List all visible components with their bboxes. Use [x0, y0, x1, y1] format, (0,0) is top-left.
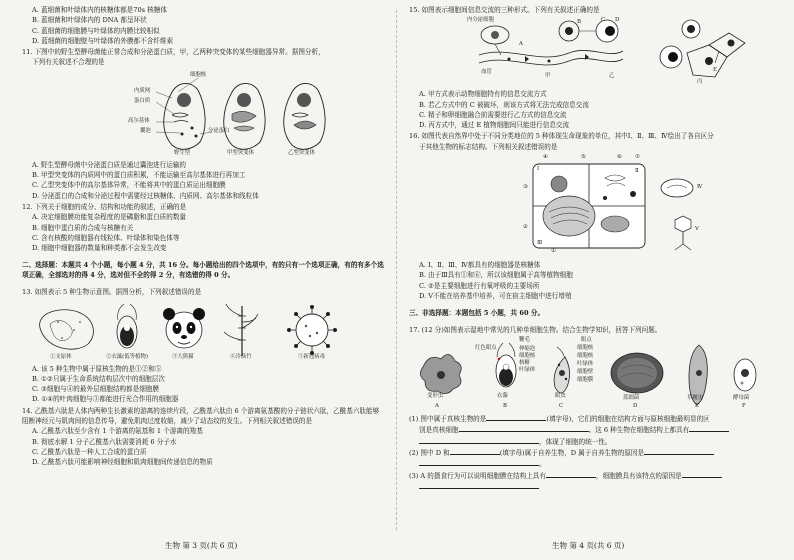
- chlamydomonas-icon: [117, 304, 137, 348]
- caption-panda: ③大熊猫: [172, 353, 194, 360]
- q14-option-a: A. 乙酰基六肽至少含有 1 个游离的氨基和 1 个游离的羧基: [32, 427, 203, 436]
- question-15: [409, 5, 777, 130]
- q11-option-b: B. 甲型突变体的内质网中的蛋白质积累，不能运输至高尔基体进行再加工: [32, 171, 246, 180]
- question-11: [22, 47, 384, 201]
- q16-stem: 16. 如图代表自然界中处于不同分类地位的 5 种体现生命现象的单位，其中Ⅰ、Ⅱ、Ⅲ、Ⅳ绘出了各自区分: [409, 132, 714, 141]
- roman-2: Ⅱ: [635, 168, 639, 175]
- section-2-heading: 二、选择题：本题共 4 个小题，每小题 4 分，共 16 分。每小题给出的四个选项中，有的只有一个选项正确，有的有多个选项正确，全部选对的得 4 分，选对但不全的得 2 分，有选错的得 0 分。: [22, 261, 384, 280]
- caption-chlamydomonas: ②衣藻(低等植物): [106, 353, 148, 360]
- cell-signal-figure: [409, 17, 777, 87]
- q13-option-c: C. ③细胞与④的最外层细胞结构都是细胞膜: [32, 385, 160, 394]
- q17-sub3-text-a: (3) A 的摄食行为可以说明细胞膜在结构上具有: [409, 471, 546, 480]
- five-cell-types-figure: [409, 154, 777, 258]
- mycoplasma-icon: [40, 309, 94, 348]
- q12-option-c: C. 含有核酸的细胞器有线粒体、叶绿体和染色体等: [32, 233, 180, 242]
- q16-stem-cont: 于其他生物的标志结构。下列相关叙述错误的是: [419, 142, 558, 151]
- q17-stem: 17. (12 分)如图表示湿地中常见的几种单细胞生物。结合生物学知识，回答下列问题。: [409, 325, 662, 334]
- q17-sub3-text-b: ，细胞膜具有该特点的原因是: [595, 471, 682, 480]
- page-divider: [396, 10, 397, 530]
- q11-option-d: D. 分泌蛋白的合成和分泌过程中需要经过核糖体、内质网、高尔基体和线粒体: [32, 191, 259, 200]
- q14-option-c: C. 乙酰基六肽是一种人工合成的蛋白质: [32, 447, 147, 456]
- caption-type-a: 甲型突变体: [227, 149, 254, 156]
- q17-blank-6[interactable]: [644, 447, 714, 455]
- five-organisms-diagram: [22, 300, 384, 362]
- caption-panel-b: 乙: [609, 73, 615, 80]
- q15-option-d: D. 丙方式中，通过 E 植物细胞间只能进行信息交流: [419, 121, 570, 130]
- label-nucleus-c: 细胞核: [577, 345, 594, 352]
- q17-sub2-text-b: (填字母)属于自养生物，D 属于自养生物的原因是: [499, 448, 645, 457]
- yeast-cell: [734, 359, 756, 391]
- q15-option-a: A. 甲方式表示动物细胞特有的信息交流方式: [419, 90, 547, 99]
- label-eyespot-c: 眼点: [581, 337, 592, 344]
- q17-blank-10[interactable]: [419, 481, 539, 489]
- q17-blank-2[interactable]: [459, 424, 589, 432]
- q17-sub3-line2: [409, 481, 777, 492]
- label-contractile-vacuole: 伸缩泡: [519, 346, 536, 353]
- label-flagellum: 鞭毛: [519, 337, 530, 344]
- contact-signal-panel: [559, 20, 618, 42]
- cyanobacteria-cell: [611, 353, 663, 393]
- q17-blank-3[interactable]: [689, 424, 729, 432]
- letter-e: E: [695, 403, 699, 410]
- question-10-options: [22, 5, 384, 46]
- q17-sub1-line3: [409, 436, 777, 447]
- question-17: [409, 325, 777, 492]
- label-endocrine-cell: 内分泌细胞: [467, 17, 494, 24]
- page-4-column: [409, 4, 777, 492]
- q17-sub2-text-a: (2) 图中 D 和: [409, 448, 450, 457]
- caption-panel-a: 甲: [545, 73, 551, 80]
- caption-cyanobacteria: 蓝细菌: [623, 395, 640, 402]
- label-ribose: 核糖: [519, 360, 530, 367]
- letter-b: B: [503, 403, 507, 410]
- q10-option-a: A. 蓝细菌和叶绿体内的核糖体都是70s 核糖体: [32, 6, 167, 14]
- yeast-cells-diagram: [22, 70, 384, 158]
- q11-stem-cont: 下列有关叙述不合理的是: [32, 58, 105, 67]
- caption-type-b: 乙型突变体: [288, 149, 315, 156]
- label-b: B: [577, 19, 581, 26]
- label-protein: 蛋白质: [134, 97, 151, 104]
- q16-option-b: B. 由于Ⅲ具有①和⑥，所以该细胞属于高等植物细胞: [419, 271, 573, 280]
- q17-sub1-line2: [409, 424, 777, 435]
- composite-cell: [533, 164, 645, 248]
- q17-sub3-line1: [409, 470, 777, 481]
- page-4-footer: 生物 第 4 页(共 6 页): [552, 541, 625, 550]
- label-red-eyespot: 红色眼点: [475, 345, 497, 352]
- coronavirus-icon: [287, 305, 336, 354]
- label-chloroplast-c: 叶绿体: [577, 361, 594, 368]
- cell-signal-diagram: [409, 17, 777, 87]
- q17-blank-7[interactable]: [419, 458, 539, 466]
- label-blood-vessel: 血管: [481, 69, 492, 76]
- label-cell-membrane: 细胞膜: [577, 377, 594, 384]
- num-5: ⑤: [581, 154, 586, 161]
- caption-chlamydomonas: 衣藻: [497, 393, 508, 400]
- q17-blank-8[interactable]: [546, 470, 596, 478]
- q10-option-b: B. 蓝细菌和叶绿体内的 DNA 都呈环状: [32, 16, 147, 25]
- question-16: [409, 131, 777, 301]
- roman-3: Ⅲ: [537, 240, 543, 247]
- q13-option-d: D. ①④的叶肉细胞与③都能进行光合作用的细胞器: [32, 395, 179, 404]
- num-1: ①: [551, 248, 556, 255]
- roman-4: Ⅳ: [697, 184, 703, 191]
- q13-stem: 13. 如图表示 5 种生物示意图。据图分析，下列叙述错误的是: [22, 288, 202, 297]
- caption-euglena: 眼虫: [555, 393, 566, 400]
- q17-blank-9[interactable]: [682, 470, 722, 478]
- q14-option-b: B. 彻底水解 1 分子乙酰基六肽需要消耗 6 分子水: [32, 437, 177, 446]
- label-d: D: [615, 17, 620, 24]
- q17-sub1-text-e: ，体现了细胞的统一性。: [539, 437, 612, 446]
- q11-option-c: C. 乙型突变体中的高尔基体异常，不能将其中的蛋白质运出细胞膜: [32, 181, 226, 190]
- roman-5: Ⅴ: [695, 226, 699, 233]
- question-13: [22, 287, 384, 404]
- q17-sub2-line2: [409, 458, 777, 469]
- caption-amoeba: 变形虫: [427, 393, 444, 400]
- euglena-cell: [554, 347, 569, 393]
- num-4: ④: [543, 154, 548, 161]
- chlamydomonas-cell: [496, 343, 516, 387]
- num-6: ⑥: [617, 154, 622, 161]
- caption-coronavirus: ⑤新冠病毒: [298, 353, 325, 360]
- q15-option-c: C. 精子和卵细胞融合前需要进行乙方式的信息交流: [419, 110, 567, 119]
- five-organisms-figure: [22, 300, 384, 362]
- caption-wild-type: 野生型: [174, 149, 191, 156]
- caption-bamboo: ④冷箭竹: [230, 353, 252, 360]
- q17-sub1-text-c: 别是真核细胞: [419, 426, 459, 435]
- type-b-mutant-cell: [284, 83, 325, 149]
- q17-blank-1[interactable]: [486, 413, 546, 421]
- q17-blank-4[interactable]: [419, 436, 539, 444]
- q12-option-b: B. 细胞中蛋白质的合成与核糖有关: [32, 223, 134, 232]
- panda-icon: [163, 308, 205, 348]
- q14-option-d: D. 乙酰基六肽可能影响神经细胞和肌肉细胞间传递信息的物质: [32, 458, 213, 467]
- label-vesicle: 囊泡: [140, 127, 151, 134]
- q13-option-a: A. 该 5 种生物中属于原核生物的是①②和⑤: [32, 364, 162, 373]
- page-3-footer: 生物 第 3 页(共 6 页): [165, 541, 238, 550]
- label-nucleus: 细胞核: [190, 71, 207, 78]
- q17-blank-5[interactable]: [450, 447, 500, 455]
- bamboo-icon: [224, 304, 258, 356]
- virus-particle: [675, 216, 691, 250]
- num-3: ③: [523, 184, 528, 191]
- label-er: 内质网: [134, 87, 151, 94]
- q17-sub2-line1: [409, 447, 777, 458]
- q12-option-a: A. 决定细胞膜功能复杂程度的是磷脂和蛋白质的数量: [32, 213, 187, 222]
- question-14: [22, 406, 384, 468]
- single-cell-organisms-figure: [409, 337, 777, 411]
- q17-sub1-text-d: 。这 6 种生物在细胞结构上都具有: [588, 426, 690, 435]
- q16-option-d: D. Ⅴ不能在培养基中培养，可在宿主细胞中进行增殖: [419, 291, 572, 300]
- q15-stem: 15. 如图表示细胞间信息交流的三种形式。下列有关叙述正确的是: [409, 6, 600, 14]
- question-12: [22, 202, 384, 253]
- num-7: ⑦: [635, 154, 640, 161]
- q17-sub1-text-b: (填字母)，它们的细胞在结构方面与原核细胞最明显的区: [546, 415, 710, 424]
- plasmodesmata-panel: [660, 20, 745, 77]
- letter-f: F: [742, 403, 746, 410]
- q15-option-b: B. 若乙方式中的 C 被破坏，则该方式将无法完成信息交流: [419, 100, 589, 109]
- q11-stem: 11. 下图中的野生型酵母菌能正常合成和分泌蛋白质，甲，乙两种突变体的某些细胞器异常。据图分析，: [22, 48, 325, 57]
- q17-sub1-text-a: (1) 图中属于真核生物的是: [409, 415, 487, 424]
- label-nucleus-b: 细胞核: [519, 353, 536, 360]
- letter-c: C: [559, 403, 564, 410]
- q13-option-b: B. ①②只属于生命系统结构层次中的细胞层次: [32, 374, 165, 383]
- amoeba-icon: [420, 355, 461, 394]
- num-2: ②: [523, 224, 528, 231]
- caption-paramecium: 草履虫: [687, 395, 704, 402]
- q10-option-d: D. 蓝细菌的细胞壁与叶绿体的外膜都不含纤维素: [32, 36, 174, 45]
- q16-option-c: C. ②是主要细胞进行有氧呼吸的主要场所: [419, 281, 540, 290]
- caption-mycoplasma: ①支原体: [50, 353, 72, 360]
- caption-panel-c: 丙: [697, 79, 703, 86]
- label-nucleus-c2: 细胞核: [577, 353, 594, 360]
- q12-option-d: D. 细胞中细胞器的数量和种类都不会发生改变: [32, 244, 167, 253]
- label-e: E: [713, 67, 717, 74]
- q17-sub1-line1: [409, 413, 777, 424]
- caption-yeast: 酵母菌: [733, 395, 750, 402]
- q10-option-c: C. 蓝细菌的细胞膜与叶绿体的内膜比较相似: [32, 26, 160, 35]
- label-golgi: 高尔基体: [128, 117, 150, 124]
- q12-stem: 12. 下列关于细胞的成分、结构和功能的叙述，正确的是: [22, 202, 187, 211]
- q11-option-a: A. 野生型酵母菌中分泌蛋白质是通过囊泡进行运输的: [32, 160, 187, 169]
- five-cell-types-diagram: [409, 154, 777, 258]
- letter-d: D: [633, 403, 638, 410]
- label-a: A: [519, 41, 523, 48]
- q16-option-a: A. Ⅰ、Ⅱ、Ⅲ、Ⅳ都具有的细胞器是核糖体: [419, 261, 541, 270]
- type-a-mutant-cell: [224, 83, 265, 149]
- label-cell-wall: 细胞壁: [577, 369, 594, 376]
- roman-1: Ⅰ: [537, 166, 540, 173]
- bacterium-cell: [661, 179, 693, 197]
- wild-type-cell: [164, 83, 205, 149]
- label-secreted-protein: 分泌蛋白: [208, 127, 230, 134]
- yeast-figure: [22, 70, 384, 158]
- q14-stem: 14. 乙酰基六肽是人体内两种生长激素的游离的连续片段，乙酰基六肽由 6 个游离氨基酸的分子链状六肽，乙酰基六肽能够阻断神经元与肌肉间的信息传导，避免肌肉过度收缩，减少了动态纹的发生。下列相关叙述错误的是: [22, 406, 380, 426]
- letter-a: A: [435, 403, 439, 410]
- section-3-heading: 三、非选择题：本题包括 5 小题，共 60 分。: [409, 308, 545, 317]
- q17-sub2-text-c: 。: [539, 460, 546, 469]
- label-c: C: [601, 17, 606, 24]
- page-3-column: [22, 4, 384, 468]
- label-chloroplast-b: 叶绿体: [519, 367, 536, 374]
